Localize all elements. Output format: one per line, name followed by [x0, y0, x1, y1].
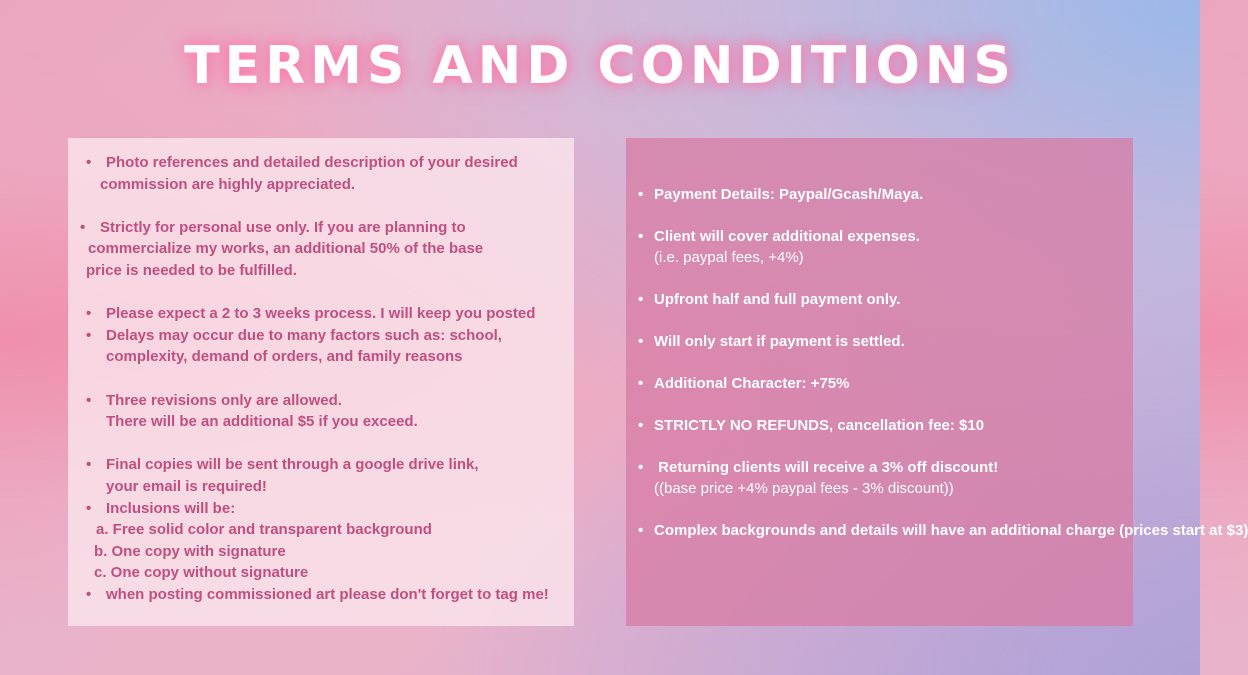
page-title: TERMS AND CONDITIONS	[184, 36, 1016, 96]
list-item-text: Final copies will be sent through a google drive link,	[106, 456, 479, 474]
bullet-icon: •	[86, 391, 92, 409]
list-item	[636, 289, 1123, 310]
terms-list-right	[636, 184, 1248, 541]
list-item	[76, 303, 564, 325]
list-item	[76, 454, 564, 497]
bullet-icon: •	[638, 228, 644, 245]
list-item-text: your email is required!	[106, 477, 267, 495]
list-item-text: STRICTLY NO REFUNDS, cancellation fee: $10	[654, 417, 985, 434]
bullet-icon: •	[86, 585, 92, 603]
list-item	[76, 390, 564, 433]
bullet-icon: •	[86, 154, 92, 171]
list-item	[636, 331, 1123, 352]
terms-list-left	[76, 152, 564, 605]
list-item	[636, 226, 1123, 268]
bullet-icon: •	[638, 522, 644, 539]
bullet-icon: •	[80, 218, 86, 236]
list-item-text: c. One copy without signature	[94, 564, 309, 582]
list-item-text: Will only start if payment is settled.	[654, 333, 905, 350]
list-item-text: There will be an additional $5 if you exceed.	[106, 413, 418, 431]
bullet-icon: •	[86, 305, 92, 323]
list-item-text: complexity, demand of orders, and family reasons	[106, 348, 463, 366]
list-item-text: Returning clients will receive a 3% off discount!	[654, 459, 999, 476]
list-item	[636, 457, 1123, 499]
list-item-text: Payment Details: Paypal/Gcash/Maya.	[654, 186, 924, 203]
list-item	[76, 152, 564, 195]
list-item	[636, 415, 1123, 436]
list-item	[70, 217, 564, 282]
list-item-note: ((base price +4% paypal fees - 3% discount))	[654, 480, 954, 497]
list-item-text: Client will cover additional expenses.	[654, 228, 920, 245]
list-item	[76, 325, 564, 368]
list-item-text: Photo references and detailed description of your desired	[106, 154, 518, 171]
list-item-text: b. One copy with signature	[94, 542, 286, 560]
list-item-text: charge (prices start at $3)	[1065, 522, 1248, 539]
list-item-text: commission are highly appreciated.	[100, 175, 356, 193]
list-item-text: Inclusions will be:	[106, 499, 236, 517]
bullet-icon: •	[638, 291, 644, 308]
bullet-icon: •	[638, 186, 644, 203]
list-item-text: Strictly for personal use only. If you are planning to	[100, 218, 466, 236]
list-item	[76, 498, 564, 584]
list-item	[636, 520, 1248, 541]
bullet-icon: •	[638, 375, 644, 392]
list-item-text: price is needed to be fulfilled.	[86, 261, 297, 279]
list-item-text: when posting commissioned art please don't forget to tag me!	[106, 585, 549, 603]
list-item-text: Upfront half and full payment only.	[654, 291, 901, 308]
list-item-text: Additional Character: +75%	[654, 375, 850, 392]
list-item-text: Three revisions only are allowed.	[106, 391, 342, 409]
terms-panel-right	[626, 138, 1248, 626]
list-item	[636, 373, 1123, 394]
bullet-icon: •	[86, 326, 92, 344]
bullet-icon: •	[86, 499, 92, 517]
bullet-icon: •	[638, 333, 644, 350]
terms-panel-left	[68, 138, 574, 626]
bullet-icon: •	[638, 459, 644, 476]
list-item-text: a. Free solid color and transparent background	[96, 521, 432, 539]
list-item-text: Please expect a 2 to 3 weeks process. I will keep you posted	[106, 305, 536, 323]
list-item	[636, 184, 1123, 205]
list-item-text: commercialize my works, an additional 50% of the base	[88, 240, 484, 258]
bullet-icon: •	[638, 417, 644, 434]
list-item	[76, 584, 564, 606]
list-item-text: Delays may occur due to many factors such as: school,	[106, 326, 502, 344]
list-item-note: (i.e. paypal fees, +4%)	[654, 249, 804, 266]
bullet-icon: •	[86, 456, 92, 474]
list-item-text: Complex backgrounds and details will have an additional	[654, 522, 1062, 539]
